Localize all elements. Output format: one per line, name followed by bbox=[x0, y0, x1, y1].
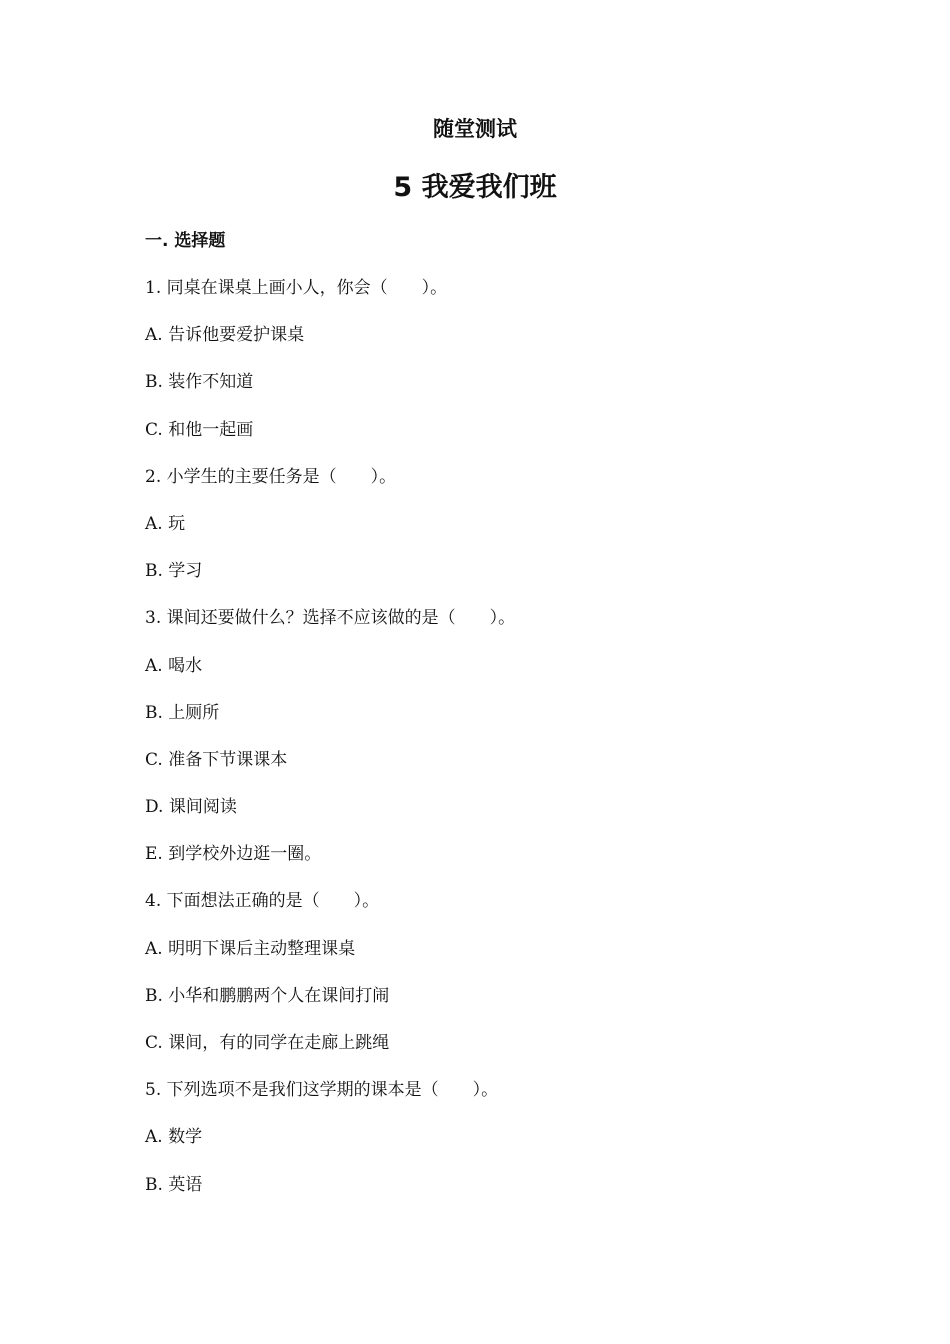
question-3-option-a: A. 喝水 bbox=[145, 655, 203, 676]
question-3-option-d: D. 课间阅读 bbox=[145, 797, 237, 818]
question-2: 2. 小学生的主要任务是（ ）。 bbox=[145, 466, 397, 487]
question-list bbox=[145, 274, 845, 1218]
section-heading: 一. 选择题 bbox=[145, 231, 226, 251]
question-3-option-c: C. 准备下节课课本 bbox=[145, 749, 288, 770]
question-4-option-b: B. 小华和鹏鹏两个人在课间打闹 bbox=[145, 985, 390, 1006]
document-header: 随堂测试 bbox=[433, 117, 517, 141]
question-4-option-c: C. 课间，有的同学在走廊上跳绳 bbox=[145, 1033, 390, 1053]
question-1-option-c: C. 和他一起画 bbox=[145, 419, 254, 440]
question-1-option-a: A. 告诉他要爱护课桌 bbox=[145, 325, 305, 346]
question-1: 1. 同桌在课桌上画小人，你会（ ）。 bbox=[145, 278, 448, 298]
question-3-option-e: E. 到学校外边逛一圈。 bbox=[145, 844, 322, 865]
question-4-option-a: A. 明明下课后主动整理课桌 bbox=[145, 938, 356, 959]
question-3-option-b: B. 上厕所 bbox=[145, 702, 220, 723]
question-5-option-b: B. 英语 bbox=[145, 1174, 203, 1195]
document-title: 5 我爱我们班 bbox=[393, 172, 557, 203]
question-1-option-b: B. 装作不知道 bbox=[145, 372, 254, 393]
question-2-option-b: B. 学习 bbox=[145, 561, 203, 582]
question-3: 3. 课间还要做什么？选择不应该做的是（ ）。 bbox=[145, 608, 516, 629]
question-5: 5. 下列选项不是我们这学期的课本是（ ）。 bbox=[145, 1080, 499, 1101]
question-5-option-a: A. 数学 bbox=[145, 1127, 203, 1148]
question-4: 4. 下面想法正确的是（ ）。 bbox=[145, 891, 380, 912]
question-2-option-a: A. 玩 bbox=[145, 513, 186, 534]
